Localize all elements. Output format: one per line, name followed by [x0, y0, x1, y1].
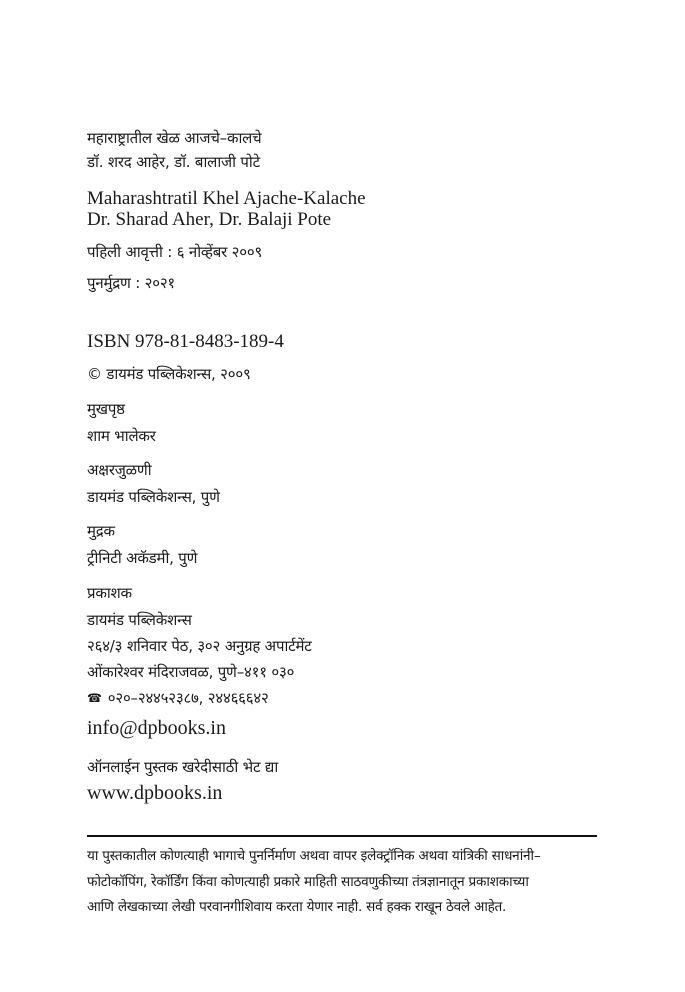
reprint-year: पुनर्मुद्रण : २०२१	[87, 274, 176, 292]
isbn: ISBN 978-81-8483-189-4	[87, 331, 284, 352]
publisher-label: प्रकाशक	[87, 584, 132, 602]
book-title-english: Maharashtratil Khel Ajache-Kalache	[87, 188, 366, 209]
publisher-name: डायमंड पब्लिकेशन्स	[87, 611, 192, 629]
printer-label: मुद्रक	[87, 522, 115, 540]
publisher-address-line1: २६४/३ शनिवार पेठ, ३०२ अनुग्रह अपार्टमेंट	[87, 637, 312, 655]
phone-numbers: ०२०–२४४५२३८७, २४४६६६४२	[107, 689, 269, 707]
printer-value: ट्रीनिटी अकॅडमी, पुणे	[87, 549, 198, 567]
publisher-address-line2: ओंकारेश्वर मंदिराजवळ, पुणे–४११ ०३०	[87, 663, 295, 681]
rights-notice-line1: या पुस्तकातील कोणत्याही भागाचे पुनर्निर्माण अथवा वापर इलेक्ट्रॉनिक अथवा यांत्रिकी साधनांनी–	[87, 848, 541, 864]
first-edition: पहिली आवृत्ती : ६ नोव्हेंबर २००९	[87, 243, 263, 261]
website-link[interactable]: www.dpbooks.in	[87, 782, 223, 804]
publisher-phone	[87, 691, 269, 706]
typesetting-label: अक्षरजुळणी	[87, 461, 152, 479]
typesetting-value: डायमंड पब्लिकेशन्स, पुणे	[87, 488, 220, 506]
cover-design-label: मुखपृष्ठ	[87, 400, 125, 418]
authors-english: Dr. Sharad Aher, Dr. Balaji Pote	[87, 209, 332, 230]
online-purchase-label: ऑनलाईन पुस्तक खरेदीसाठी भेट द्या	[87, 758, 279, 776]
rights-notice-line3: आणि लेखकाच्या लेखी परवानगीशिवाय करता येणार नाही. सर्व हक्क राखून ठेवले आहेत.	[87, 899, 507, 915]
rights-notice-line2: फोटोकॉपिंग, रेकॉर्डिंग किंवा कोणत्याही प्रकारे माहिती साठवणुकीच्या तंत्रज्ञानातून प्रकाशकाच्या	[87, 874, 529, 890]
cover-design-value: शाम भालेकर	[87, 427, 156, 445]
telephone-icon: ☎	[87, 691, 102, 705]
authors-marathi: डॉ. शरद आहेर, डॉ. बालाजी पोटे	[87, 153, 260, 171]
book-title-marathi: महाराष्ट्रातील खेळ आजचे–कालचे	[87, 129, 262, 147]
publisher-email[interactable]: info@dpbooks.in	[87, 717, 226, 739]
copyright-notice: © डायमंड पब्लिकेशन्स, २००९	[87, 365, 251, 383]
footer-divider	[87, 835, 597, 837]
